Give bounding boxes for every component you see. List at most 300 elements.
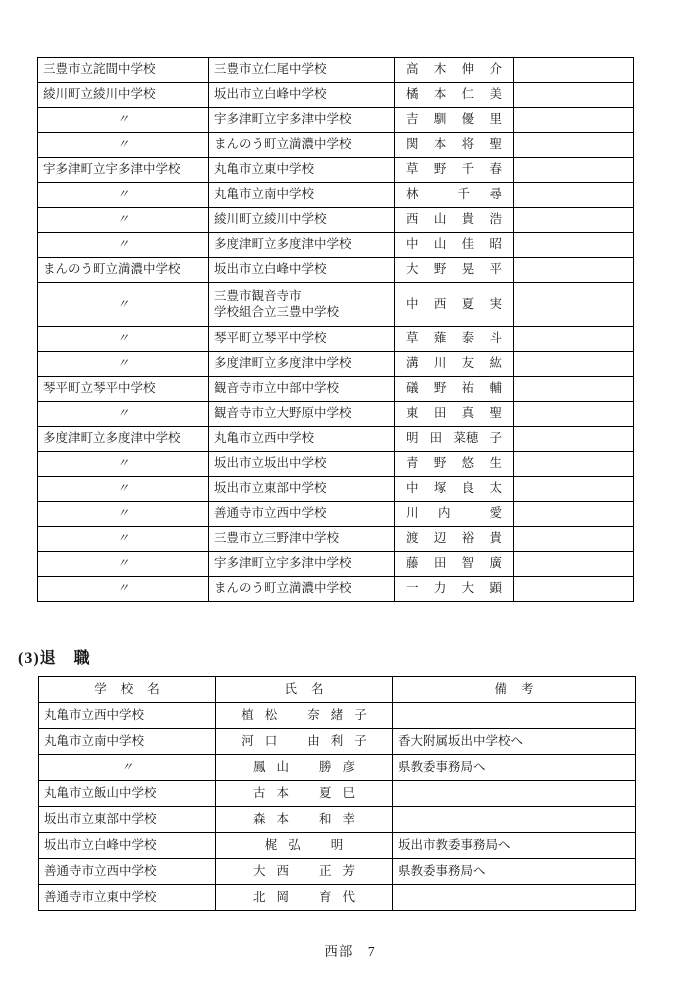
cell-school-to: 綾川町立綾川中学校 [209,208,395,233]
table-row [39,703,636,729]
cell-person-name [395,402,514,427]
name-char: 渡 [406,531,419,546]
cell-remark [393,807,636,833]
cell-remark [393,703,636,729]
cell-person-name [395,58,514,83]
table-row [38,208,634,233]
name-char: 正 [319,863,332,878]
name-char: 実 [489,296,502,311]
name-char: 平 [489,262,502,277]
ditto-mark: 〃 [116,112,129,127]
name-char: 本 [276,811,289,826]
cell-school-to: 琴平町立琴平中学校 [209,327,395,352]
table-row [38,502,634,527]
cell-person-name [395,477,514,502]
name-char: 貴 [489,531,502,546]
cell-school-from [38,477,209,502]
table-row [38,258,634,283]
cell-school-to: 多度津町立多度津中学校 [209,352,395,377]
ditto-mark: 〃 [116,296,129,311]
name-char: 弘 [288,837,301,852]
cell-school-to: 丸亀市立西中学校 [209,427,395,452]
cell-school-from [38,183,209,208]
cell-note [514,427,634,452]
name-char: 明 [330,837,344,852]
name-char: 明 [406,431,419,446]
cell-note [514,477,634,502]
cell-school-to: 三豊市立三野津中学校 [209,527,395,552]
name-char: 輔 [489,381,502,396]
name-char: 聖 [489,137,502,152]
name-char: 中 [406,296,419,311]
name-char: 晃 [461,262,475,277]
name-char: 介 [489,62,502,77]
name-char: 和 [319,811,332,826]
name-char: 口 [264,733,278,748]
name-char: 北 [252,889,266,904]
cell-person-name [395,158,514,183]
cell-person-name [395,83,514,108]
table-row [38,577,634,602]
table-row [38,183,634,208]
person-name [221,786,387,802]
person-name [400,381,508,397]
cell-note [514,377,634,402]
name-char: 愛 [489,506,502,521]
name-char: 草 [406,331,419,346]
name-char: 千 [457,187,470,202]
name-char: 芳 [342,863,356,878]
cell-school-to: 三豊市立仁尾中学校 [209,58,395,83]
cell-person-name [216,833,393,859]
name-char: 山 [433,212,447,227]
person-name [400,356,508,372]
header-char: 校 [120,681,134,696]
cell-note [514,158,634,183]
cell-note [514,183,634,208]
cell-school-from: 三豊市立詫間中学校 [38,58,209,83]
cell-school-to: 宇多津町立宇多津中学校 [209,552,395,577]
name-char: 塚 [433,481,447,496]
cell-school-from [38,552,209,577]
cell-school-from [38,283,209,327]
cell-remark [393,885,636,911]
name-char: 野 [433,456,447,471]
name-char: 古 [252,785,266,800]
page-footer: 西部 7 [324,944,376,959]
name-char: 勝 [319,759,332,774]
name-char: 代 [342,889,356,904]
person-name [221,812,387,828]
person-name [400,556,508,572]
name-char: 内 [438,506,451,521]
name-char: 大 [406,262,419,277]
cell-note [514,352,634,377]
cell-person-name [216,729,393,755]
column-header-school [39,677,216,703]
header-char: 考 [521,681,534,696]
person-name [400,87,508,103]
ditto-mark: 〃 [120,759,133,774]
cell-school-from [38,233,209,258]
person-name [400,112,508,128]
name-char: 春 [489,162,502,177]
person-name [400,331,508,347]
cell-note [514,258,634,283]
name-char: 野 [433,162,447,177]
cell-note [514,527,634,552]
ditto-mark: 〃 [116,406,129,421]
name-char: 中 [406,237,419,252]
name-char: 顕 [489,581,502,596]
cell-note [514,552,634,577]
ditto-mark: 〃 [116,506,129,521]
name-char: 溝 [406,356,419,371]
cell-person-name [395,577,514,602]
cell-school-from: 宇多津町立宇多津中学校 [38,158,209,183]
ditto-mark: 〃 [116,137,129,152]
person-name [400,187,508,203]
cell-note [514,233,634,258]
table-row [39,859,636,885]
name-char: 緒 [330,707,344,722]
person-name [400,406,508,422]
name-char: 尋 [489,187,502,202]
name-char: 貴 [461,212,475,227]
name-char: 鳳 [252,759,266,774]
ditto-mark: 〃 [116,456,129,471]
cell-note [514,133,634,158]
cell-school [39,755,216,781]
cell-note [514,402,634,427]
cell-person-name [216,703,393,729]
ditto-mark: 〃 [116,212,129,227]
school-to-line1: 三豊市観音寺市 [214,288,302,303]
cell-school-from [38,327,209,352]
cell-school-to: 坂出市立東部中学校 [209,477,395,502]
ditto-mark: 〃 [116,531,129,546]
table-row [38,402,634,427]
cell-remark: 県教委事務局へ [393,859,636,885]
name-char: 巳 [342,785,356,800]
header-label [44,682,210,698]
cell-school-from [38,352,209,377]
name-char: 川 [406,506,419,521]
table-row [38,377,634,402]
ditto-mark: 〃 [116,331,129,346]
table-row [38,552,634,577]
ditto-mark: 〃 [116,556,129,571]
person-name [400,62,508,78]
person-name [400,456,508,472]
name-char: 仁 [461,87,475,102]
name-char: 昭 [489,237,502,252]
name-char: 悠 [461,456,475,471]
name-char: 夏 [461,296,475,311]
name-char: 田 [429,431,443,446]
cell-school: 善通寺市立西中学校 [39,859,216,885]
cell-person-name [395,208,514,233]
cell-school-to: 坂出市立白峰中学校 [209,258,395,283]
header-char: 備 [494,681,507,696]
cell-person-name [216,885,393,911]
name-char: 美 [489,87,502,102]
person-name [400,262,508,278]
cell-remark [393,781,636,807]
name-char: 西 [406,212,419,227]
name-char: 青 [406,456,419,471]
person-name [400,237,508,253]
cell-school-to [209,283,395,327]
cell-school-from [38,577,209,602]
person-name [221,734,387,750]
table-header-row [39,677,636,703]
column-header-remark [393,677,636,703]
name-char: 真 [461,406,475,421]
cell-school-to: 善通寺市立西中学校 [209,502,395,527]
table-row [38,452,634,477]
person-name [221,838,387,854]
name-char: 里 [489,112,502,127]
transfer-table [37,57,634,602]
cell-note [514,58,634,83]
cell-school-from: 琴平町立琴平中学校 [38,377,209,402]
name-char: 森 [252,811,266,826]
name-char: 関 [406,137,419,152]
cell-remark: 坂出市教委事務局へ [393,833,636,859]
table-row [38,58,634,83]
name-char: 山 [433,237,447,252]
cell-person-name [216,755,393,781]
retirement-table-body [39,677,636,911]
section-heading-retirement: (3)退 職 [18,650,91,667]
name-char: 由 [307,733,320,748]
name-char: 子 [489,431,502,446]
retirement-table [38,676,636,911]
header-char: 氏 [284,681,297,696]
cell-school-to: 宇多津町立宇多津中学校 [209,108,395,133]
cell-note [514,83,634,108]
cell-person-name [216,807,393,833]
column-header-name [216,677,393,703]
cell-person-name [395,552,514,577]
name-char: 生 [489,456,502,471]
cell-person-name [395,502,514,527]
header-label [221,682,387,698]
table-row [39,729,636,755]
table-row [38,233,634,258]
name-char: 友 [461,356,475,371]
cell-school-to: まんのう町立満濃中学校 [209,133,395,158]
cell-school-from [38,208,209,233]
name-char: 将 [461,137,475,152]
name-char: 祐 [461,381,475,396]
name-char: 薙 [433,331,447,346]
person-name [400,137,508,153]
cell-person-name [395,352,514,377]
person-name [221,864,387,880]
header-char: 学 [94,681,107,696]
table-row [39,833,636,859]
table-row [38,327,634,352]
cell-school-from [38,108,209,133]
ditto-mark: 〃 [116,237,129,252]
header-char: 名 [311,681,324,696]
name-char: 礒 [406,381,419,396]
cell-school-to: 観音寺市立中部中学校 [209,377,395,402]
header-label [398,682,630,698]
cell-note [514,452,634,477]
name-char: 植 [241,707,254,722]
cell-remark: 県教委事務局へ [393,755,636,781]
ditto-mark: 〃 [116,187,129,202]
name-char: 伸 [461,62,475,77]
cell-school-from: 多度津町立多度津中学校 [38,427,209,452]
name-char: 良 [461,481,475,496]
cell-school-from [38,402,209,427]
cell-person-name [395,527,514,552]
name-char: 浩 [489,212,502,227]
ditto-mark: 〃 [116,481,129,496]
name-char: 辺 [433,531,447,546]
table-row [38,133,634,158]
table-row [39,807,636,833]
name-char: 大 [461,581,475,596]
table-row [38,83,634,108]
cell-school-from [38,452,209,477]
cell-school-to: 丸亀市立東中学校 [209,158,395,183]
transfer-table-body [38,58,634,602]
cell-note [514,283,634,327]
cell-school-from [38,527,209,552]
name-char: 裕 [461,531,475,546]
cell-school-to: 坂出市立白峰中学校 [209,83,395,108]
name-char: 中 [406,481,419,496]
cell-note [514,502,634,527]
cell-school-to: 多度津町立多度津中学校 [209,233,395,258]
cell-person-name [395,427,514,452]
name-char: 奈 [307,707,320,722]
cell-person-name [395,233,514,258]
name-char: 泰 [461,331,475,346]
cell-person-name [395,377,514,402]
cell-person-name [395,283,514,327]
name-char: 吉 [406,112,419,127]
cell-school-to: 丸亀市立南中学校 [209,183,395,208]
name-char: 利 [330,733,344,748]
cell-school-to: 観音寺市立大野原中学校 [209,402,395,427]
name-char: 山 [276,759,289,774]
name-char: 岡 [276,889,289,904]
header-char: 名 [147,681,160,696]
table-row [38,283,634,327]
cell-school: 善通寺市立東中学校 [39,885,216,911]
person-name [400,581,508,597]
cell-person-name [395,258,514,283]
person-name [221,708,387,724]
name-char: 馴 [433,112,447,127]
person-name [400,297,508,313]
name-char: 本 [433,137,447,152]
name-char: 幸 [342,811,356,826]
name-char: 一 [406,581,419,596]
ditto-mark: 〃 [116,356,129,371]
name-char: 夏 [319,785,332,800]
cell-school: 坂出市立東部中学校 [39,807,216,833]
person-name [400,212,508,228]
table-row [38,352,634,377]
name-char: 力 [433,581,447,596]
name-char: 野 [433,381,447,396]
cell-person-name [395,452,514,477]
name-char: 林 [406,187,419,202]
cell-school-to: 坂出市立坂出中学校 [209,452,395,477]
name-char: 草 [406,162,419,177]
table-row [38,158,634,183]
person-name [400,531,508,547]
name-char: 松 [264,707,278,722]
name-char: 田 [433,556,447,571]
person-name [400,481,508,497]
table-row [39,755,636,781]
table-row [39,885,636,911]
name-char: 彦 [342,759,356,774]
cell-person-name [395,327,514,352]
cell-person-name [395,133,514,158]
cell-person-name [395,108,514,133]
cell-school-from [38,133,209,158]
name-char: 田 [433,406,447,421]
cell-school-to: まんのう町立満濃中学校 [209,577,395,602]
name-char: 育 [319,889,332,904]
ditto-mark: 〃 [116,581,129,596]
name-char: 大 [252,863,266,878]
table-row [38,108,634,133]
name-char: 太 [489,481,502,496]
name-char: 本 [276,785,289,800]
name-char: 本 [433,87,447,102]
person-name [400,162,508,178]
person-name [221,890,387,906]
cell-note [514,577,634,602]
name-char: 優 [461,112,475,127]
person-name [400,506,508,522]
name-char: 橘 [406,87,419,102]
name-char: 廣 [489,556,502,571]
name-char: 木 [433,62,447,77]
name-char: 子 [354,707,367,722]
table-row [38,427,634,452]
name-char: 河 [241,733,254,748]
cell-note [514,208,634,233]
school-to-line2: 学校組合立三豊中学校 [214,304,340,319]
cell-note [514,327,634,352]
name-char: 西 [276,863,289,878]
cell-school: 坂出市立白峰中学校 [39,833,216,859]
table-row [38,477,634,502]
name-char: 千 [461,162,475,177]
cell-school-from [38,502,209,527]
name-char: 高 [406,62,419,77]
name-char: 子 [354,733,367,748]
cell-school: 丸亀市立西中学校 [39,703,216,729]
name-char: 藤 [406,556,419,571]
name-char: 菜穂 [453,431,479,446]
name-char: 西 [433,296,447,311]
table-row [38,527,634,552]
name-char: 紘 [489,356,502,371]
table-row [39,781,636,807]
